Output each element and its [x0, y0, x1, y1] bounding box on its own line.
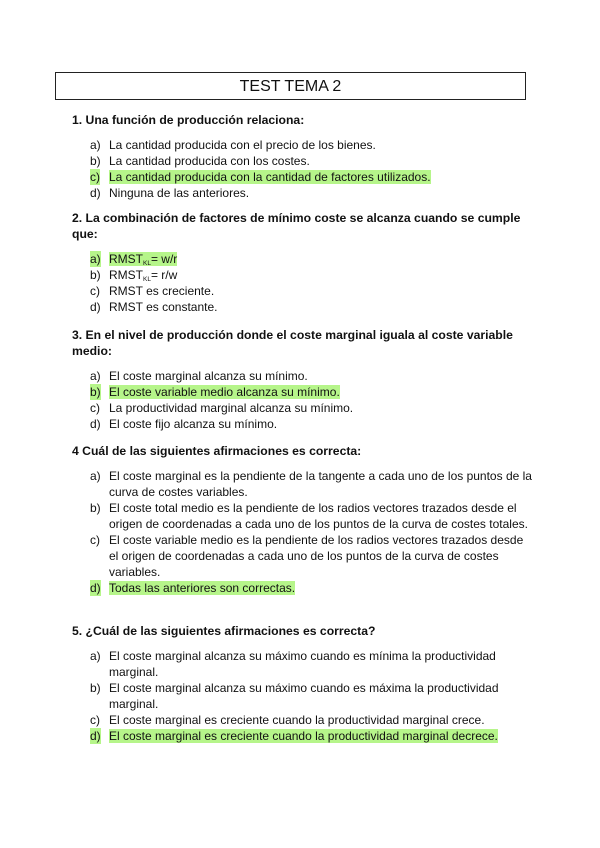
option-4c: c) El coste variable medio es la pendiente de los radios vectores trazados desde el origen de coordenadas a cada uno de los puntos de la curva de costes variables.: [90, 533, 524, 579]
question-5-options: [90, 648, 535, 744]
option-5b: b) El coste marginal alcanza su máximo cuando es máxima la productividad marginal.: [90, 681, 499, 711]
question-2: 2. La combinación de factores de mínimo coste se alcanza cuando se cumple que:: [72, 211, 521, 241]
option-3a: a) El coste marginal alcanza su mínimo.: [90, 369, 308, 383]
option-1d: d) Ninguna de las anteriores.: [90, 186, 250, 200]
question-4: 4 Cuál de las siguientes afirmaciones es correcta:: [72, 444, 362, 458]
option-5c: c) El coste marginal es creciente cuando la productividad marginal crece.: [90, 713, 485, 727]
option-2b: b) $RMST_{KL}= r/w$: [90, 268, 178, 283]
option-2c: c) RMST es creciente.: [90, 284, 215, 298]
question-3: 3. En el nivel de producción donde el coste marginal iguala al coste variable medio:: [72, 328, 513, 358]
question-3-options: [90, 368, 535, 432]
question-2-options: [90, 251, 535, 315]
option-3b-correct: b) El coste variable medio alcanza su mínimo.: [90, 385, 340, 399]
question-1: 1. Una función de producción relaciona:: [72, 113, 305, 127]
test-title: TEST TEMA 2: [55, 72, 526, 100]
option-5a: a) El coste marginal alcanza su máximo cuando es mínima la productividad marginal.: [90, 649, 496, 679]
option-2d: d) RMST es constante.: [90, 300, 218, 314]
question-5: 5. ¿Cuál de las siguientes afirmaciones es correcta?: [72, 624, 376, 638]
option-4b: b) El coste total medio es la pendiente de los radios vectores trazados desde el origen de coordenadas a cada uno de los puntos de la curva de costes totales.: [90, 501, 528, 531]
option-1b: b) La cantidad producida con los costes.: [90, 154, 310, 168]
option-3d: d) El coste fijo alcanza su mínimo.: [90, 417, 278, 431]
option-1c-correct: c) La cantidad producida con la cantidad de factores utilizados.: [90, 170, 431, 184]
option-2a-correct: a) $RMST_{KL}= w/r$: [90, 252, 178, 267]
option-4d-correct: d) Todas las anteriores son correctas.: [90, 581, 296, 595]
option-3c: c) La productividad marginal alcanza su mínimo.: [90, 401, 354, 415]
option-4a: a) El coste marginal es la pendiente de la tangente a cada uno de los puntos de la curva de costes variables.: [90, 469, 532, 499]
question-4-options: [90, 468, 535, 596]
question-1-options: [90, 137, 535, 201]
option-1a: a) La cantidad producida con el precio de los bienes.: [90, 138, 376, 152]
option-5d-correct: d) El coste marginal es creciente cuando la productividad marginal decrece.: [90, 729, 498, 743]
